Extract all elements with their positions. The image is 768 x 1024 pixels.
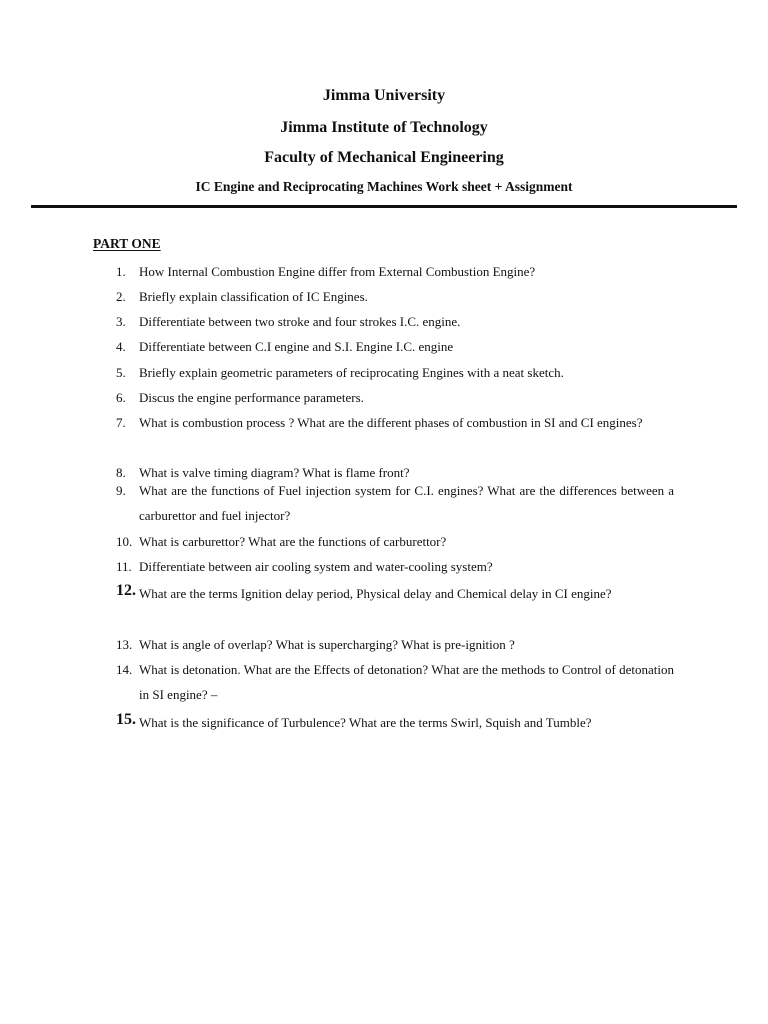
question-number: 15. [116, 711, 136, 728]
question-number: 5. [116, 365, 126, 380]
question-number: 2. [116, 289, 126, 304]
question-number: 1. [116, 264, 126, 279]
question-text: Differentiate between two stroke and four strokes I.C. engine. [139, 314, 461, 329]
question-text: What is the significance of Turbulence? What are the terms Swirl, Squish and Tumble? [139, 715, 592, 730]
question-number: 9. [116, 483, 126, 498]
question-text: Briefly explain geometric parameters of reciprocating Engines with a neat sketch. [139, 365, 564, 380]
question-text: Discus the engine performance parameters. [139, 390, 364, 405]
question-text: What are the functions of Fuel injection system for C.I. engines? What are the differences between a carburettor and fuel injector? [139, 483, 674, 523]
part-heading: PART ONE [93, 236, 161, 251]
header-divider [31, 205, 737, 208]
question-text: What is detonation. What are the Effects of detonation? What are the methods to Control of detonation in SI engine? – [139, 662, 674, 702]
question-text: What is carburettor? What are the functions of carburettor? [139, 534, 447, 549]
question-number: 14. [116, 662, 133, 677]
question-text: Differentiate between C.I engine and S.I. Engine I.C. engine [139, 339, 454, 354]
question-text: Differentiate between air cooling system and water-cooling system? [139, 559, 493, 574]
question-number: 6. [116, 390, 126, 405]
question-number: 4. [116, 339, 126, 354]
question-number: 8. [116, 465, 126, 480]
question-text: What is combustion process ? What are the different phases of combustion in SI and CI engines? [139, 415, 643, 430]
question-text: How Internal Combustion Engine differ from External Combustion Engine? [139, 264, 536, 279]
university-title: Jimma University [322, 87, 446, 104]
question-number: 3. [116, 314, 126, 329]
question-number: 13. [116, 637, 133, 652]
institute-title: Jimma Institute of Technology [280, 119, 488, 136]
question-number: 12. [116, 582, 136, 599]
worksheet-title: IC Engine and Reciprocating Machines Work sheet + Assignment [195, 179, 573, 194]
question-number: 11. [116, 559, 132, 574]
question-text: What is angle of overlap? What is supercharging? What is pre-ignition ? [139, 637, 515, 652]
question-text: Briefly explain classification of IC Engines. [139, 289, 368, 304]
faculty-title: Faculty of Mechanical Engineering [264, 149, 504, 166]
question-number: 7. [116, 415, 126, 430]
question-number: 10. [116, 534, 133, 549]
question-text: What is valve timing diagram? What is flame front? [139, 465, 410, 480]
question-text: What are the terms Ignition delay period, Physical delay and Chemical delay in CI engine? [139, 586, 612, 601]
